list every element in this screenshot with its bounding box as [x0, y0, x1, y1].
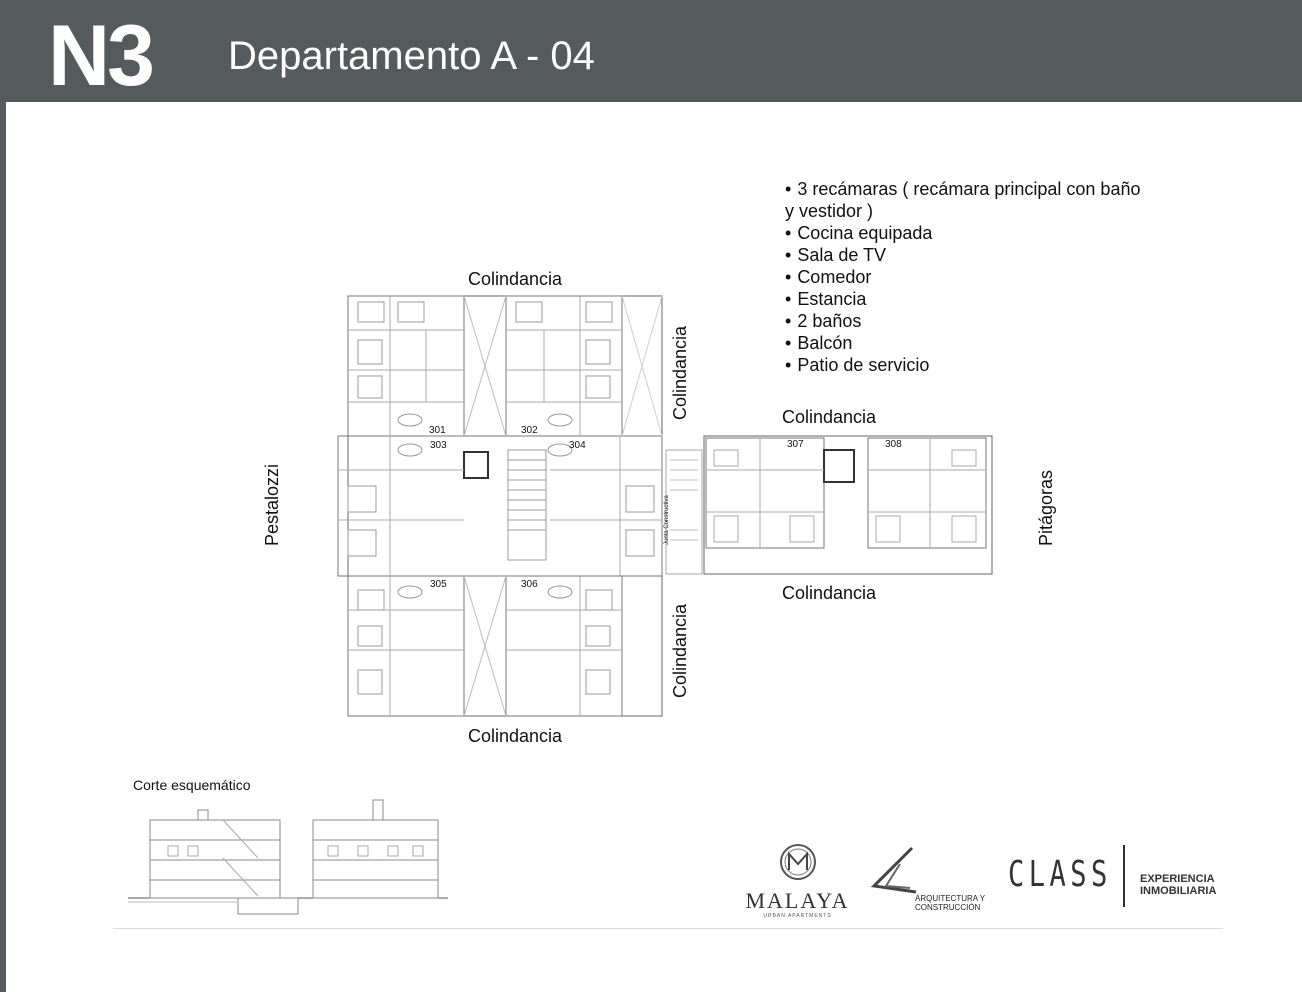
unit-304-label: 304: [569, 440, 586, 451]
unit-305-label: 305: [430, 579, 447, 590]
feature-item: • Sala de TV: [785, 245, 887, 265]
header-bar: [0, 0, 1302, 102]
section-title: Corte esquemático: [133, 777, 251, 793]
left-edge-bar: [0, 0, 6, 992]
feature-item: • Estancia: [785, 289, 867, 309]
street-pitagoras-label: Pitágoras: [1036, 469, 1056, 546]
unit-301-label: 301: [429, 425, 446, 436]
unit-306-label: 306: [521, 579, 538, 590]
malaya-emblem-icon: [778, 842, 818, 882]
feature-item: • 3 recámaras ( recámara principal con baño y vestidor ): [785, 179, 1141, 221]
feature-item: • Balcón: [785, 333, 853, 353]
boundary-annex-bottom-label: Colindancia: [782, 583, 877, 603]
unit-303-label: 303: [430, 440, 447, 451]
boundary-top-label: Colindancia: [468, 269, 563, 289]
triangle-mark-icon: [870, 846, 920, 894]
class-tagline: EXPERIENCIA INMOBILIARIA: [1140, 873, 1217, 897]
junta-label: Junta Constructiva: [664, 495, 670, 545]
section-drawing: [128, 798, 448, 916]
feature-item: • 2 baños: [785, 311, 862, 331]
unit-308-label: 308: [885, 439, 902, 450]
class-divider: [1123, 845, 1125, 907]
feature-item: • Patio de servicio: [785, 355, 930, 375]
class-wordmark: CLASS: [1008, 854, 1112, 895]
malaya-logo: [745, 842, 850, 919]
boundary-right-lower-label: Colindancia: [670, 603, 690, 698]
malaya-subtitle: URBAN APARTMENTS: [763, 913, 832, 919]
level-label: N3: [48, 8, 152, 104]
arquitectura-logo: [870, 846, 995, 912]
boundary-bottom-label: Colindancia: [468, 726, 563, 746]
unit-307-label: 307: [787, 439, 804, 450]
boundary-annex-top-label: Colindancia: [782, 407, 877, 427]
page-title: Departamento A - 04: [228, 34, 595, 78]
arquitectura-text: ARQUITECTURA Y CONSTRUCCIÓN: [915, 894, 986, 912]
feature-item: • Cocina equipada: [785, 223, 933, 243]
feature-item: • Comedor: [785, 267, 872, 287]
footer-divider: [113, 928, 1223, 929]
street-pestalozzi-label: Pestalozzi: [262, 463, 282, 546]
boundary-right-upper-label: Colindancia: [670, 325, 690, 420]
class-logo: [1008, 845, 1218, 907]
malaya-name: MALAYA: [745, 888, 850, 913]
unit-302-label: 302: [521, 425, 538, 436]
